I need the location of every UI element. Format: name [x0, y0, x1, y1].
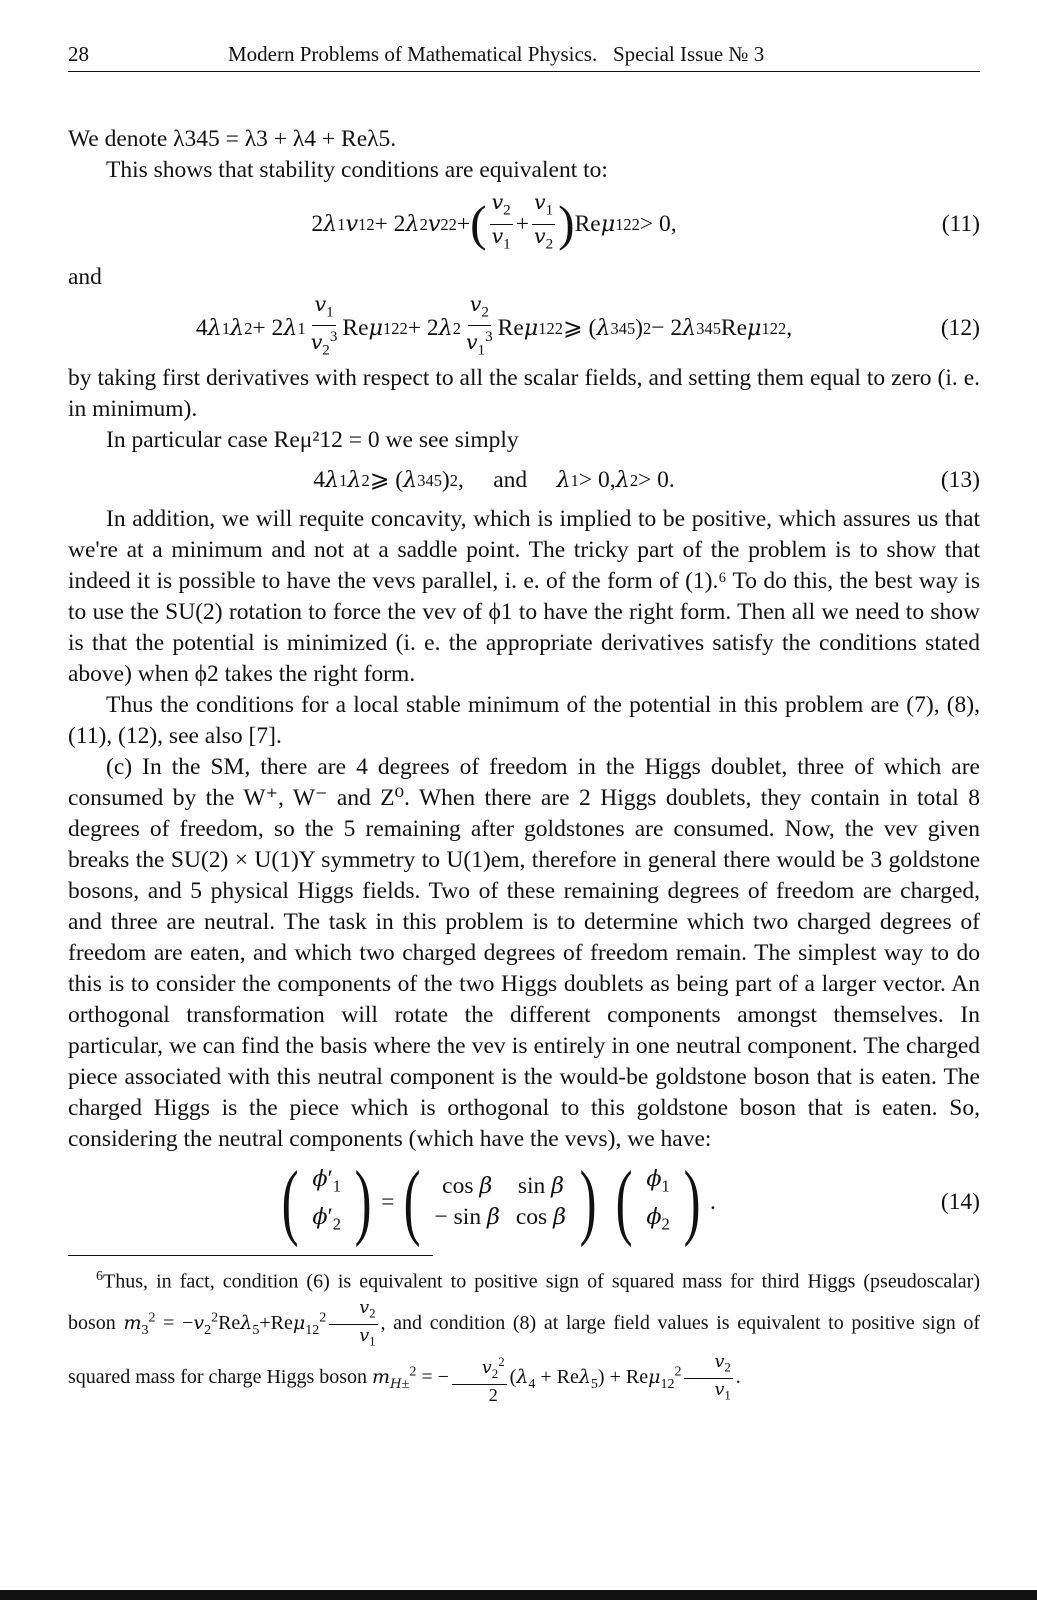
equation-number-11: (11)	[941, 210, 980, 237]
running-header	[68, 40, 980, 72]
paragraph-and: and	[68, 264, 102, 290]
paragraph-c-part: (c) In the SM, there are 4 degrees of freedom in the Higgs doublet, three of which are consumed by the W⁺, W⁻ and Z⁰. When there are 2 Higgs doublets, they contain in total 8 degrees of freedom, so the 5 remaining after goldstones are consumed. Now, the vev given breaks the SU(2) × U(1)Y symmetry to U(1)em, therefore in general there would be 3 goldstone bosons, and 5 physical Higgs fields. Two of these remaining degrees of freedom are charged, and three are neutral. The task in this problem is to determine which two charged degrees of freedom are eaten, and which two charged degrees of freedom remain. The simplest way to do this is to consider the components of the two Higgs doublets as being part of a larger vector. An orthogonal transformation will rotate the different components amongst themselves. In particular, we can find the basis where the vev is entirely in one neutral component. The charged piece associated with this neutral component is the would-be goldstone boson that is eaten. The charged Higgs is the piece which is orthogonal to this goldstone boson that is eaten. So, considering the neutral components (which have the vevs), we have:	[68, 754, 980, 1152]
journal-title	[228, 40, 980, 68]
footnote: $^6$Thus, in fact, condition (6) is equivalent to positive sign of squared mass for third Higgs (pseudoscalar) boson $m_3^2 = -v_2^2Re\lambda_5+Re\mu_{12}^2$ $\frac{v_2}{v_1}$ , and condition (8) at large field values is equivalent to positive sign of squared mass for charge Higgs boson $m_{H\pm}^2$ = − $\frac{v_2^2}{2}$ $(\lambda_4 + Re\lambda_5) + Re\mu_{12}^2$ $\frac{v_2}{v_1}$ .	[68, 1269, 981, 1406]
footnote-rule	[68, 1255, 433, 1256]
equation-number-12: (12)	[940, 314, 980, 341]
equation-11: 2 λ 1 v 1 2 + 2 λ 2 v 2 2 + ( $\frac{v_2}{v_1}$ + $\frac{v_1}{v_2}$ ) Re μ 12 2 > 0, (11)	[311, 190, 980, 252]
paragraph-particular: In particular case Reμ²12 = 0 we see simply	[106, 427, 519, 453]
page	[68, 40, 980, 1406]
paragraph-denote: We denote λ345 = λ3 + λ4 + Reλ5.	[68, 126, 397, 152]
equation-13: 4 λ 1 λ 2 ⩾ ( λ 345 ) 2 , and λ 1 > 0, λ 2 > 0. (13)	[68, 460, 980, 500]
page-number: 28	[68, 42, 89, 66]
bottom-border	[0, 1590, 1037, 1600]
equation-14: ( $\phi'_1$ $\phi'_2$ ) = ( cos β sin β − sin β cos β ) ( $\phi_1$ $\phi_2$ ) . (14)	[281, 1154, 980, 1248]
equation-12: 4 λ 1 λ 2 + 2 λ 1 $\frac{v_1}{v_2^3}$ Re μ 12 2 + 2 λ 2 $\frac{v_2}{v_1^3}$ Re μ 12 2 ⩾ ( λ 345 ) 2 − 2 λ 345 Re μ 12 2 , (12)	[195, 291, 980, 359]
paragraph-shows: This shows that stability conditions are equivalent to:	[106, 157, 608, 183]
paragraph-derivatives: by taking first derivatives with respect to all the scalar fields, and setting them equal to zero (i. e. in minimum).	[68, 365, 980, 422]
paragraph-addition: In addition, we will requite concavity, which is implied to be positive, which assures us that we're at a minimum and not at a saddle point. The tricky part of the problem is to show that indeed it is possible to have the vevs parallel, i. e. of the form of (1).⁶ To do this, the best way is to use the SU(2) rotation to force the vev of ϕ1 to have the right form. Then all we need to show is that the potential is minimized (i. e. the appropriate derivatives satisfy the conditions stated above) when ϕ2 takes the right form.	[68, 506, 980, 687]
issue-label: Special Issue № 3	[612, 42, 765, 66]
footnote-text-1: Thus, in fact, condition (6) is equivalent to positive sign of squared mass for third Higgs (pseudoscalar) boson	[68, 1270, 980, 1334]
equation-13-and: and	[493, 466, 528, 493]
footnote-text-2: , and condition (8) at large field values is equivalent to positive sign of squared mass for charge Higgs boson	[68, 1311, 981, 1389]
equation-number-13: (13)	[940, 466, 980, 493]
journal-name: Modern Problems of Mathematical Physics.	[228, 42, 598, 66]
footnote-mark: 6	[96, 1269, 103, 1284]
equation-number-14: (14)	[940, 1188, 980, 1215]
paragraph-thus: Thus the conditions for a local stable minimum of the potential in this problem are (7), (8), (11), (12), see also [7].	[68, 692, 980, 749]
